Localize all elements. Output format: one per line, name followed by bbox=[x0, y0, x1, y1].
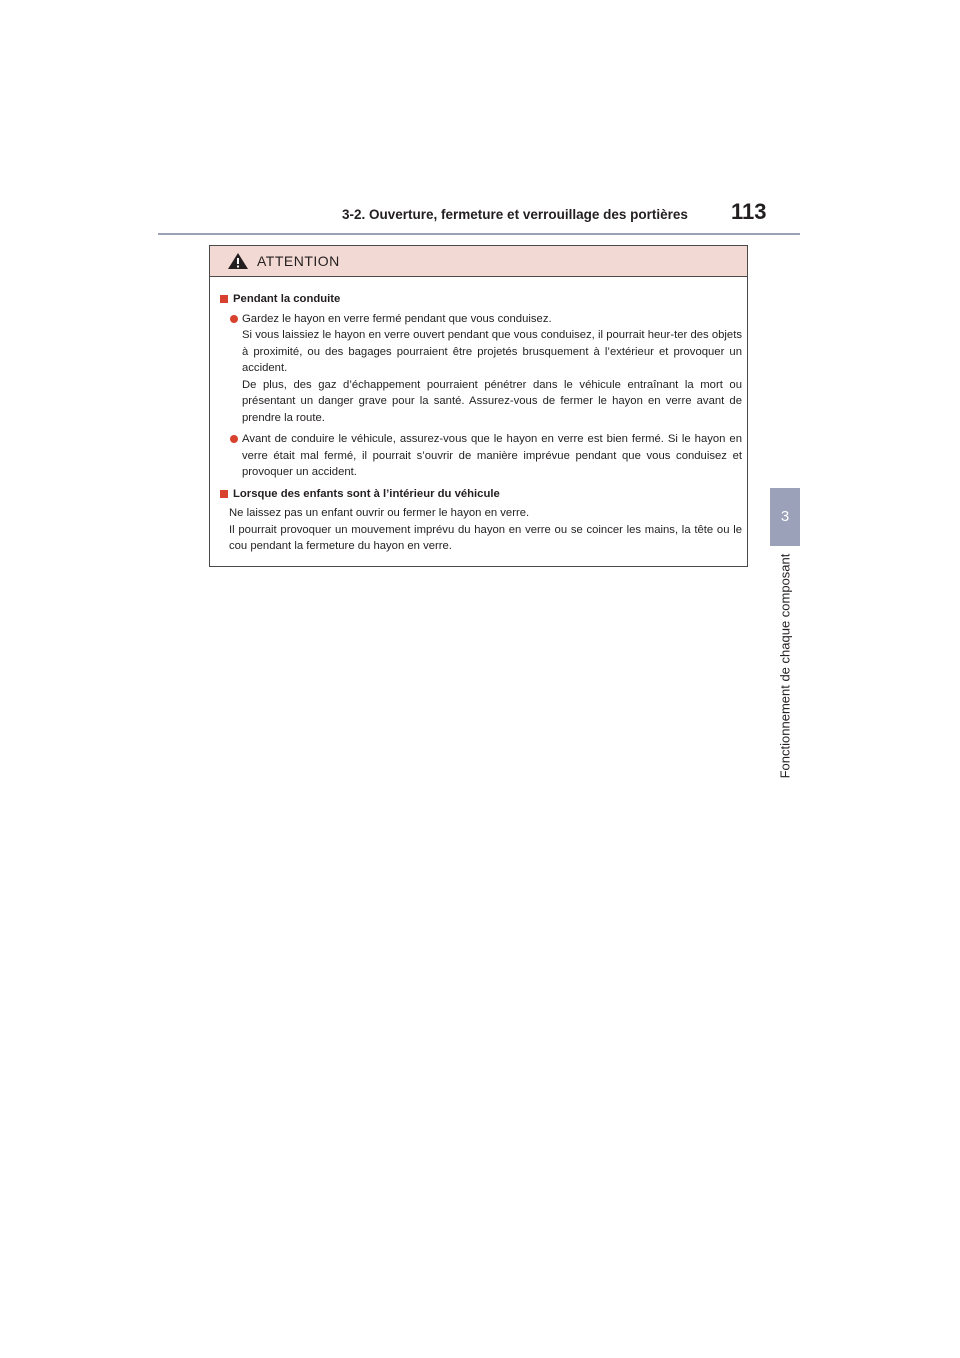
section-title: 3-2. Ouverture, fermeture et verrouillage des portières bbox=[342, 207, 688, 222]
heading-text: Pendant la conduite bbox=[233, 293, 341, 305]
paragraph: Il pourrait provoquer un mouvement imprévu du hayon en verre ou se coincer les mains, la tête ou le cou pendant la fermeture du hayon en verre. bbox=[229, 523, 742, 552]
section-heading-driving bbox=[220, 291, 742, 308]
warning-title: ATTENTION bbox=[257, 253, 340, 269]
warning-triangle-icon bbox=[227, 252, 249, 270]
chapter-number: 3 bbox=[780, 508, 790, 525]
warning-body bbox=[210, 277, 747, 555]
warning-header bbox=[210, 246, 747, 277]
round-bullet-icon bbox=[230, 315, 238, 323]
square-bullet-icon bbox=[220, 295, 228, 303]
list-item bbox=[220, 431, 742, 481]
chapter-title: Fonctionnement de chaque composant bbox=[777, 553, 793, 779]
warning-box bbox=[209, 245, 748, 567]
paragraph: Si vous laissiez le hayon en verre ouvert pendant que vous conduisez, il pourrait heur-ter des objets à proximité, ou des bagages pourraient être projetés brusquement à l’extérieur et provoquer un accident. bbox=[242, 329, 742, 374]
header-rule bbox=[158, 233, 800, 235]
paragraph: Avant de conduire le véhicule, assurez-vous que le hayon en verre est bien fermé. Si le hayon en verre était mal fermé, il pourrait s’ouvrir de manière imprévue pendant que vous conduisez et provoquer un accident. bbox=[242, 433, 742, 478]
section-heading-children bbox=[220, 486, 742, 503]
list-item bbox=[220, 311, 742, 427]
paragraph: Ne laissez pas un enfant ouvrir ou fermer le hayon en verre. bbox=[229, 507, 530, 519]
square-bullet-icon bbox=[220, 490, 228, 498]
chapter-tab bbox=[770, 488, 800, 546]
page-number: 113 bbox=[731, 199, 767, 224]
round-bullet-icon bbox=[230, 435, 238, 443]
heading-text: Lorsque des enfants sont à l’intérieur du véhicule bbox=[233, 487, 500, 500]
paragraph: De plus, des gaz d’échappement pourraient pénétrer dans le véhicule entraînant la mort ou présentant un danger grave pour la santé. Assurez-vous de fermer le hayon en verre avant de prendre la route. bbox=[242, 378, 742, 424]
paragraph: Gardez le hayon en verre fermé pendant que vous conduisez. bbox=[242, 312, 552, 325]
